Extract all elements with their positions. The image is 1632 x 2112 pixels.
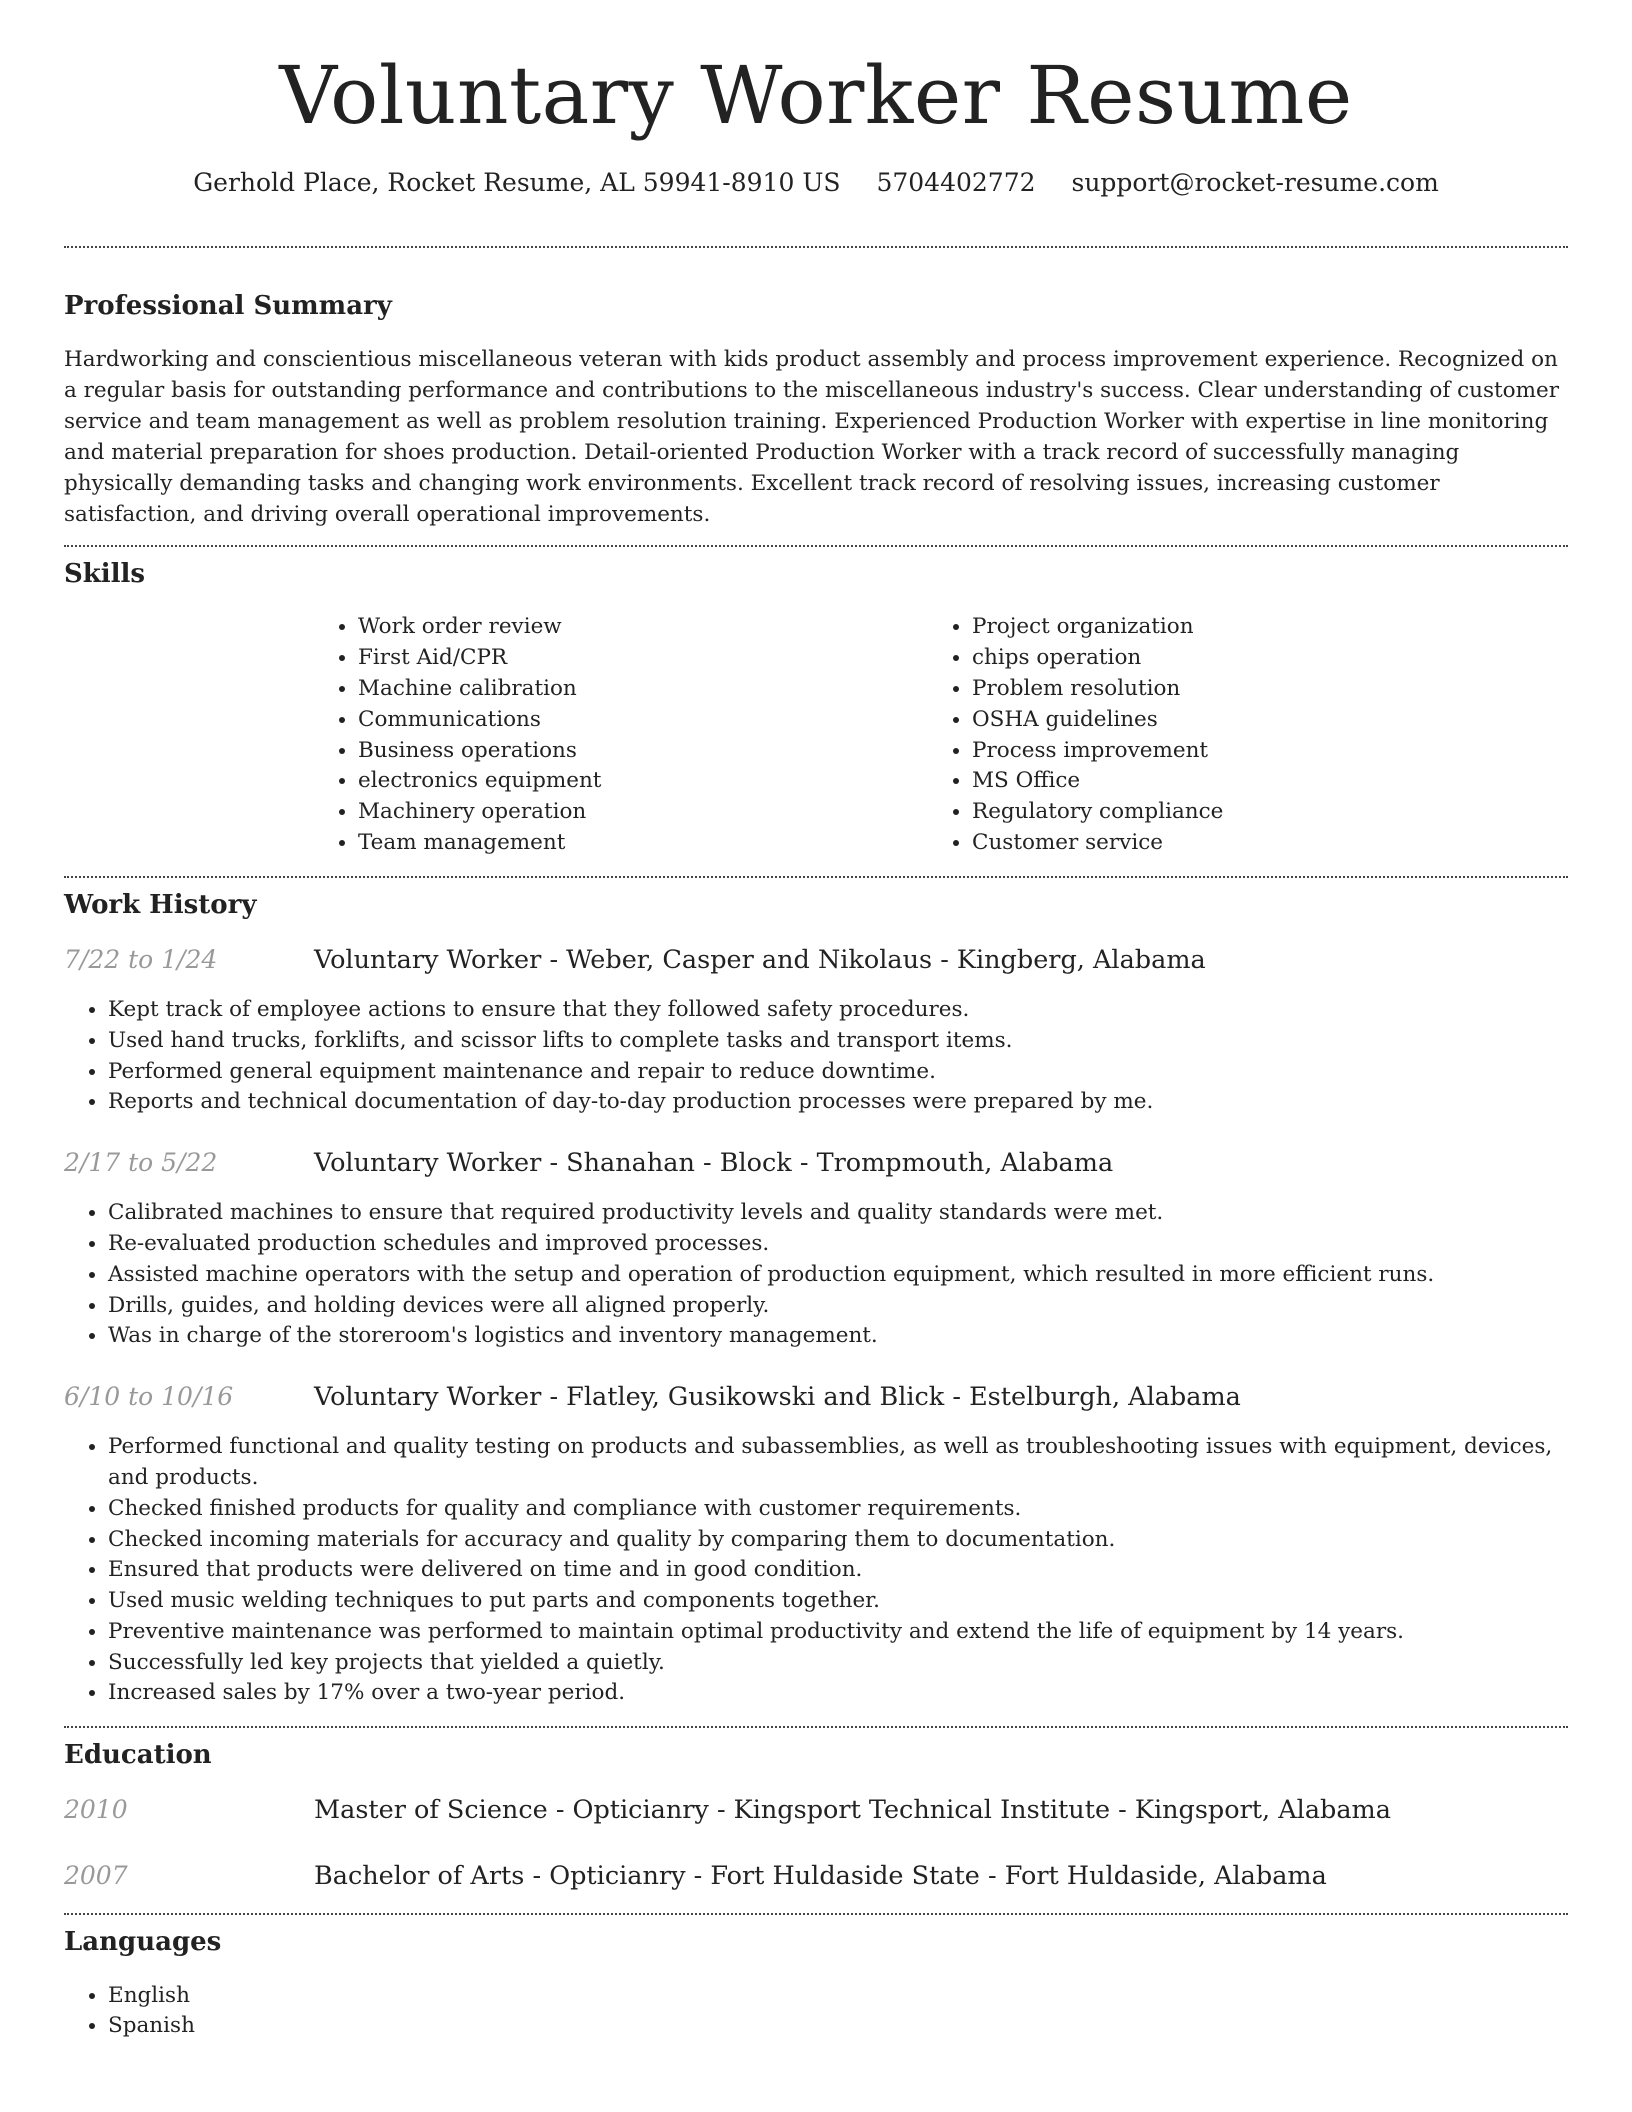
job-bullet: • Calibrated machines to ensure that required productivity levels and quality standards were met. [108, 1198, 1568, 1229]
skill-item: • electronics equipment [358, 766, 928, 797]
skills-section [64, 559, 1568, 859]
resume-title: Voluntary Worker Resume [279, 49, 1353, 142]
education-year: 2007 [64, 1861, 128, 1891]
job-bullet: • Performed general equipment maintenance and repair to reduce downtime. [108, 1057, 1568, 1088]
education-degree: Master of Science - Opticianry - Kingsport Technical Institute - Kingsport, Alabama [314, 1795, 1391, 1826]
job-bullet: • Checked finished products for quality and compliance with customer requirements. [108, 1494, 1568, 1525]
job-bullet: • Increased sales by 17% over a two-year period. [108, 1678, 1568, 1709]
job-bullet: • Successfully led key projects that yielded a quietly. [108, 1648, 1568, 1679]
job-title: Voluntary Worker - Weber, Casper and Nikolaus - Kingberg, Alabama [314, 944, 1206, 975]
job-dates: 2/17 to 5/22 [64, 1148, 218, 1178]
contact-email: support@rocket-resume.com [1071, 168, 1439, 197]
job-dates: 7/22 to 1/24 [64, 944, 218, 974]
skill-item: • Project organization [972, 612, 1542, 643]
skill-item: • Work order review [358, 612, 928, 643]
job-entry [64, 945, 1568, 1118]
skills-grid [314, 612, 1568, 858]
education-entry [64, 1861, 1568, 1891]
job-bullet: • Preventive maintenance was performed to maintain optimal productivity and extend the life of equipment by 14 years. [108, 1617, 1568, 1648]
skills-list-left [314, 612, 928, 858]
skill-item: • Machine calibration [358, 674, 928, 705]
skill-item: • Business operations [358, 736, 928, 767]
job-title: Voluntary Worker - Shanahan - Block - Trompmouth, Alabama [314, 1148, 1114, 1179]
contact-line [64, 168, 1568, 198]
skill-item: • Customer service [972, 828, 1542, 859]
job-bullet: • Assisted machine operators with the setup and operation of production equipment, which resulted in more efficient runs. [108, 1260, 1568, 1291]
job-header [64, 945, 1568, 975]
skill-item: • Problem resolution [972, 674, 1542, 705]
skill-item: • Team management [358, 828, 928, 859]
job-header [64, 1382, 1568, 1412]
job-dates: 6/10 to 10/16 [64, 1382, 234, 1412]
education-degree: Bachelor of Arts - Opticianry - Fort Huldaside State - Fort Huldaside, Alabama [314, 1861, 1327, 1892]
divider [64, 1913, 1568, 1915]
divider [64, 545, 1568, 547]
skill-item: • Regulatory compliance [972, 797, 1542, 828]
job-bullet: • Used hand trucks, forklifts, and scissor lifts to complete tasks and transport items. [108, 1026, 1568, 1057]
skill-item: • Machinery operation [358, 797, 928, 828]
job-bullet: • Ensured that products were delivered on time and in good condition. [108, 1555, 1568, 1586]
skill-item: • OSHA guidelines [972, 705, 1542, 736]
summary-heading: Professional Summary [64, 291, 392, 321]
education-year: 2010 [64, 1795, 128, 1825]
divider [64, 876, 1568, 878]
languages-list [64, 1981, 1568, 2043]
contact-address: Gerhold Place, Rocket Resume, AL 59941-8910 US [193, 168, 841, 197]
divider [64, 1726, 1568, 1728]
skill-item: • First Aid/CPR [358, 643, 928, 674]
skill-item: • chips operation [972, 643, 1542, 674]
job-bullet: • Was in charge of the storeroom's logistics and inventory management. [108, 1321, 1568, 1352]
job-header [64, 1148, 1568, 1178]
job-bullet: • Re-evaluated production schedules and improved processes. [108, 1229, 1568, 1260]
language-item: • English [108, 1981, 1568, 2012]
skill-item: • Communications [358, 705, 928, 736]
job-bullet: • Reports and technical documentation of day-to-day production processes were prepared by me. [108, 1087, 1568, 1118]
job-bullet: • Kept track of employee actions to ensure that they followed safety procedures. [108, 995, 1568, 1026]
summary-section [64, 291, 1568, 530]
job-entry [64, 1148, 1568, 1352]
job-bullet: • Performed functional and quality testing on products and subassemblies, as well as troubleshooting issues with equipment, devices, and products. [108, 1432, 1568, 1494]
job-bullets [64, 1432, 1568, 1709]
job-bullet: • Checked incoming materials for accuracy and quality by comparing them to documentation. [108, 1525, 1568, 1556]
job-bullet: • Used music welding techniques to put parts and components together. [108, 1586, 1568, 1617]
job-entry [64, 1382, 1568, 1709]
job-bullets [64, 1198, 1568, 1352]
job-title: Voluntary Worker - Flatley, Gusikowski and Blick - Estelburgh, Alabama [314, 1382, 1241, 1413]
languages-heading: Languages [64, 1927, 222, 1958]
divider [64, 246, 1568, 248]
work-history-section [64, 890, 1568, 1710]
summary-text: Hardworking and conscientious miscellaneous veteran with kids product assembly and process improvement experience. Recognized on a regular basis for outstanding performance and contributions to the miscellaneous industry's success. Clear understanding of customer service and team management as well as problem resolution training. Experienced Production Worker with expertise in line monitoring and material preparation for shoes production. Detail-oriented Production Worker with a track record of successfully managing physically demanding tasks and changing work environments. Excellent track record of resolving issues, increasing customer satisfaction, and driving overall operational improvements. [64, 347, 1560, 528]
job-bullets [64, 995, 1568, 1118]
skill-item: • Process improvement [972, 736, 1542, 767]
languages-section [64, 1927, 1568, 2042]
language-item: • Spanish [108, 2011, 1568, 2042]
skill-item: • MS Office [972, 766, 1542, 797]
work-history-heading: Work History [64, 889, 257, 920]
education-section [64, 1740, 1568, 1891]
education-heading: Education [64, 1740, 212, 1771]
skills-list-right [928, 612, 1542, 858]
contact-phone: 5704402772 [876, 168, 1036, 197]
education-entry [64, 1795, 1568, 1825]
job-bullet: • Drills, guides, and holding devices were all aligned properly. [108, 1291, 1568, 1322]
skills-heading: Skills [64, 559, 146, 590]
